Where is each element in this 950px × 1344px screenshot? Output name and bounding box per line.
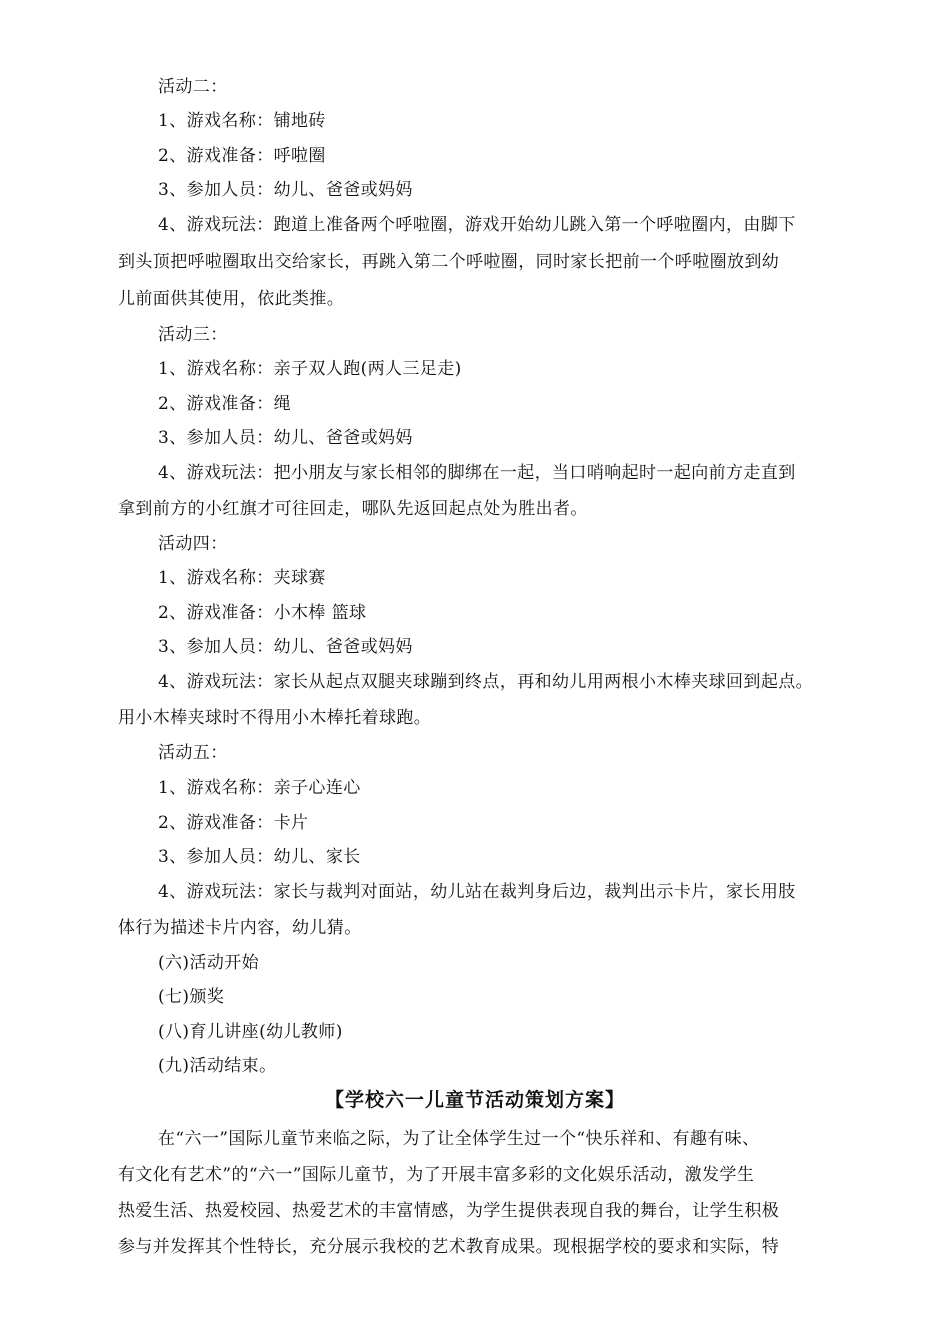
- activity-4-heading: 活动四：: [158, 534, 228, 554]
- step-6: (六)活动开始: [158, 953, 260, 973]
- activity-5-prep: 2、游戏准备：卡片: [158, 813, 309, 833]
- activity-3-heading: 活动三：: [158, 325, 228, 345]
- activity-2-rules-cont: 儿前面供其使用，依此类推。: [118, 289, 345, 309]
- activity-4-name: 1、游戏名称：夹球赛: [158, 568, 326, 588]
- activity-4-people: 3、参加人员：幼儿、爸爸或妈妈: [158, 637, 413, 657]
- intro-paragraph-line: 参与并发挥其个性特长，充分展示我校的艺术教育成果。现根据学校的要求和实际，特: [118, 1237, 780, 1257]
- activity-2-rules: 4、游戏玩法：跑道上准备两个呼啦圈，游戏开始幼儿跳入第一个呼啦圈内，由脚下: [158, 215, 796, 235]
- activity-3-rules-cont: 拿到前方的小红旗才可往回走，哪队先返回起点处为胜出者。: [118, 499, 588, 519]
- activity-4-prep: 2、游戏准备：小木棒 篮球: [158, 603, 367, 623]
- activity-2-name: 1、游戏名称：铺地砖: [158, 111, 326, 131]
- activity-5-rules: 4、游戏玩法：家长与裁判对面站，幼儿站在裁判身后边，裁判出示卡片，家长用肢: [158, 882, 796, 902]
- activity-4-rules-cont: 用小木棒夹球时不得用小木棒托着球跑。: [118, 708, 432, 728]
- activity-5-rules-cont: 体行为描述卡片内容，幼儿猜。: [118, 918, 362, 938]
- activity-3-name: 1、游戏名称：亲子双人跑(两人三足走): [158, 359, 462, 379]
- activity-3-people: 3、参加人员：幼儿、爸爸或妈妈: [158, 428, 413, 448]
- activity-5-heading: 活动五：: [158, 743, 228, 763]
- step-7: (七)颁奖: [158, 987, 225, 1007]
- activity-2-prep: 2、游戏准备：呼啦圈: [158, 146, 326, 166]
- activity-5-people: 3、参加人员：幼儿、家长: [158, 847, 361, 867]
- activity-2-people: 3、参加人员：幼儿、爸爸或妈妈: [158, 180, 413, 200]
- activity-4-rules: 4、游戏玩法：家长从起点双腿夹球蹦到终点，再和幼儿用两根小木棒夹球回到起点。: [158, 672, 814, 692]
- intro-paragraph-line: 有文化有艺术”的“六一”国际儿童节，为了开展丰富多彩的文化娱乐活动，激发学生: [118, 1165, 755, 1185]
- intro-paragraph-line: 在“六一”国际儿童节来临之际，为了让全体学生过一个“快乐祥和、有趣有味、: [158, 1129, 760, 1149]
- intro-paragraph-line: 热爱生活、热爱校园、热爱艺术的丰富情感，为学生提供表现自我的舞台，让学生积极: [118, 1201, 780, 1221]
- activity-2-heading: 活动二：: [158, 77, 228, 97]
- activity-2-rules-cont: 到头顶把呼啦圈取出交给家长，再跳入第二个呼啦圈，同时家长把前一个呼啦圈放到幼: [118, 252, 780, 272]
- activity-5-name: 1、游戏名称：亲子心连心: [158, 778, 361, 798]
- activity-3-prep: 2、游戏准备：绳: [158, 394, 292, 414]
- step-8: (八)育儿讲座(幼儿教师): [158, 1022, 343, 1042]
- activity-3-rules: 4、游戏玩法：把小朋友与家长相邻的脚绑在一起，当口哨响起时一起向前方走直到: [158, 463, 796, 483]
- step-9: (九)活动结束。: [158, 1056, 277, 1076]
- section-title: 【学校六一儿童节活动策划方案】: [324, 1089, 625, 1111]
